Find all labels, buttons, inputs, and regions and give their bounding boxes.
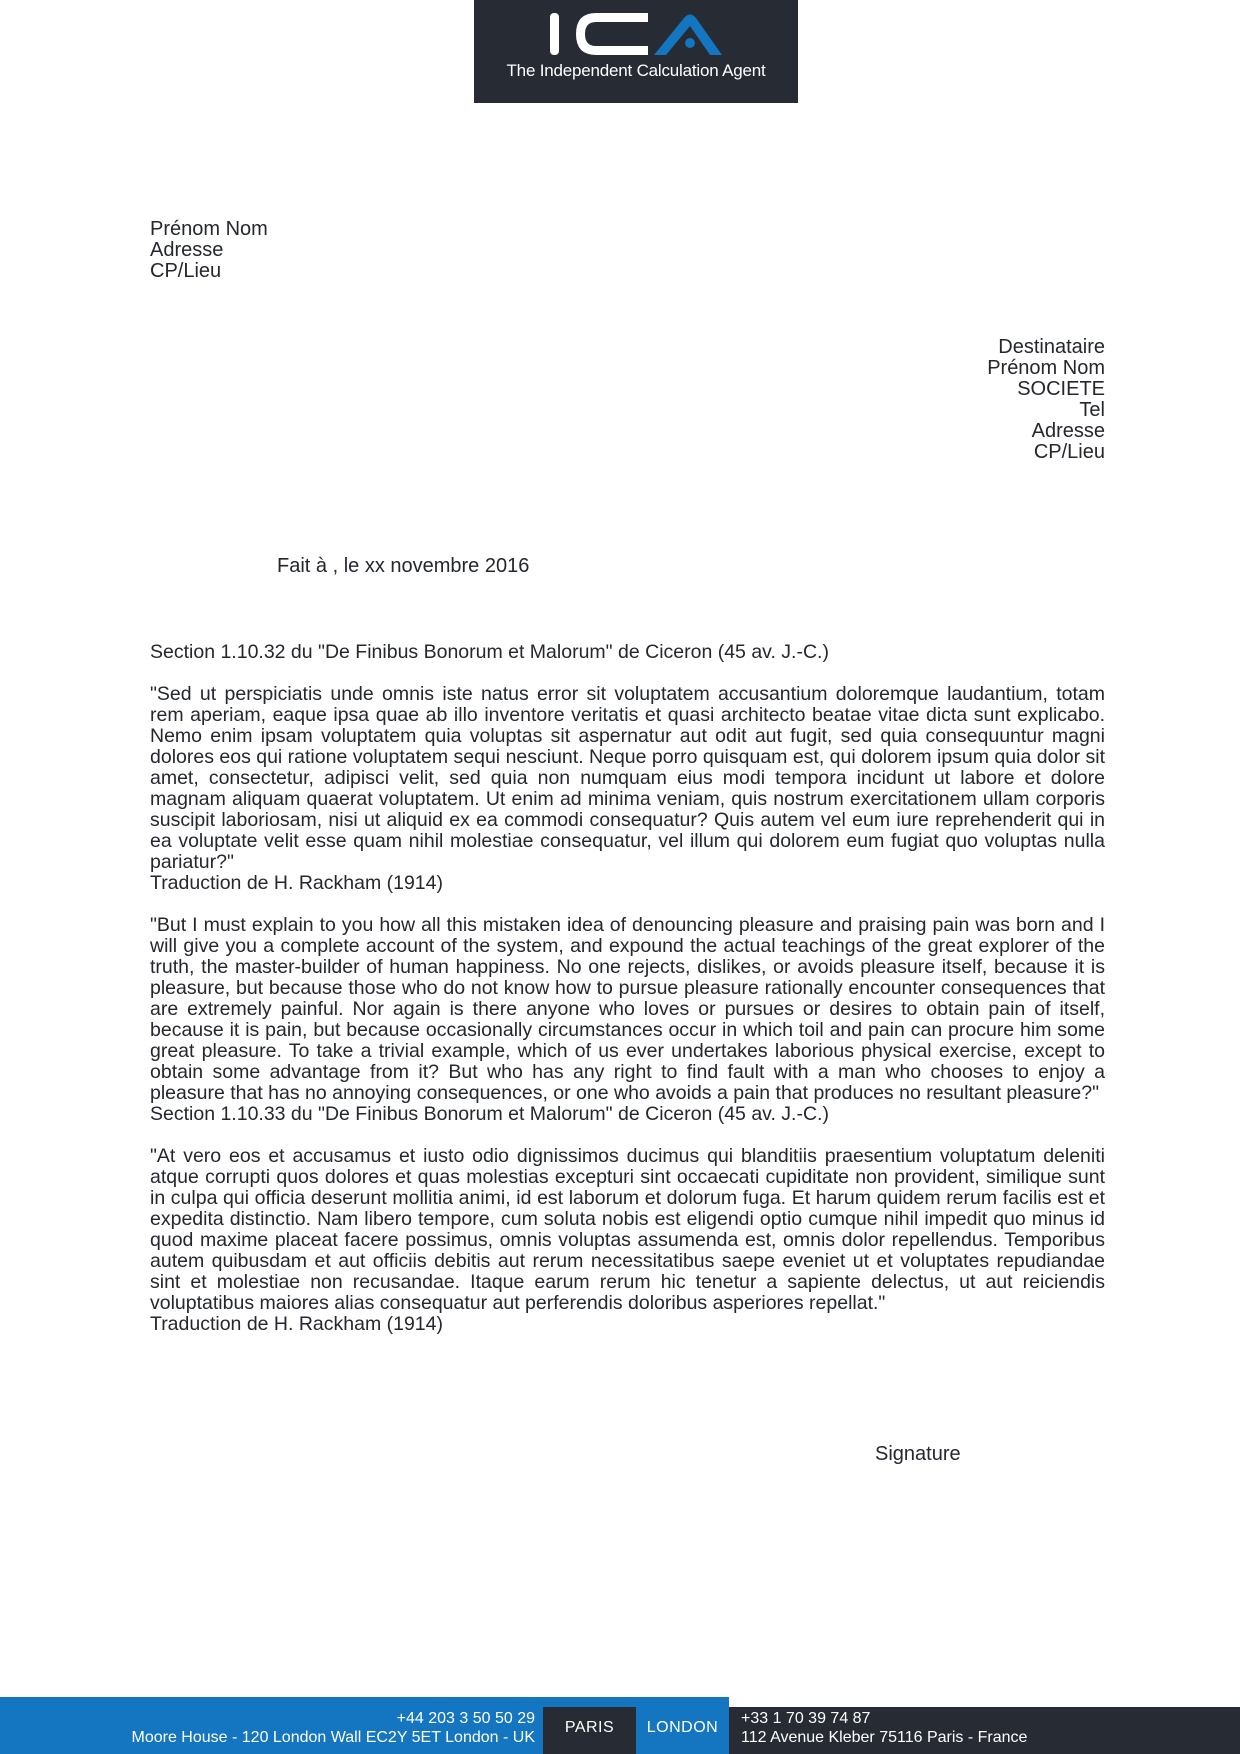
sender-block <box>150 219 268 282</box>
london-address: Moore House - 120 London Wall EC2Y 5ET London - UK <box>131 1729 535 1746</box>
company-tagline: The Independent Calculation Agent <box>506 61 766 80</box>
london-contact <box>132 1709 536 1747</box>
paragraph-2: "But I must explain to you how all this mistaken idea of denouncing pleasure and praising pain was born and I will give you a complete account of the system, and expound the actual teachings of the great explorer of the truth, the master-builder of human happiness. No one rejects, dislikes, or avoids pleasure itself, because it is pleasure, but because those who do not know how to pursue pleasure rationally encounter consequences that are extremely painful. Nor again is there anyone who loves or pursues or desires to obtain pain of itself, because it is pain, but because occasionally circumstances occur in which toil and pain can procure him some great pleasure. To take a trivial example, which of us ever undertakes laborious physical exercise, except to obtain some advantage from it? But who has any right to find fault with a man who chooses to enjoy a pleasure that has no annoying consequences, or one who avoids a pain that produces no resultant pleasure?" <box>150 914 1105 1104</box>
recipient-address: Adresse <box>1031 420 1105 442</box>
paris-contact <box>741 1709 1027 1747</box>
recipient-tel: Tel <box>1079 399 1105 421</box>
sender-name: Prénom Nom <box>150 218 268 240</box>
company-logo <box>474 0 798 103</box>
paris-address: 112 Avenue Kleber 75116 Paris - France <box>741 1729 1028 1746</box>
translation-credit-1: Traduction de H. Rackham (1914) <box>150 872 443 894</box>
translation-credit-2: Traduction de H. Rackham (1914) <box>150 1313 443 1335</box>
recipient-block <box>987 337 1105 463</box>
signature: Signature <box>875 1443 961 1465</box>
section-heading-2: Section 1.10.33 du "De Finibus Bonorum et Malorum" de Ciceron (45 av. J.-C.) <box>150 1103 829 1125</box>
sender-city: CP/Lieu <box>150 260 222 282</box>
letter-body <box>150 642 1105 1335</box>
sender-address: Adresse <box>150 239 224 261</box>
recipient-city: CP/Lieu <box>1033 441 1105 463</box>
ica-logo-mark <box>550 10 722 58</box>
recipient-name: Prénom Nom <box>987 357 1105 379</box>
recipient-company: SOCIETE <box>1017 378 1105 400</box>
paragraph-1: "Sed ut perspiciatis unde omnis iste natus error sit voluptatem accusantium doloremque laudantium, totam rem aperiam, eaque ipsa quae ab illo inventore veritatis et quasi architecto beatae vitae dicta sunt explicabo. Nemo enim ipsam voluptatem quia voluptas sit aspernatur aut odit aut fugit, sed quia consequuntur magni dolores eos qui ratione voluptatem sequi nesciunt. Neque porro quisquam est, qui dolorem ipsum quia dolor sit amet, consectetur, adipisci velit, sed quia non numquam eius modi tempora incidunt ut labore et dolore magnam aliquam quaerat voluptatem. Ut enim ad minima veniam, quis nostrum exercitationem ullam corporis suscipit laboriosam, nisi ut aliquid ex ea commodi consequatur? Quis autem vel eum iure reprehenderit qui in ea voluptate velit esse quam nihil molestiae consequatur, vel illum qui dolorem eum fugiat quo voluptas nulla pariatur?" <box>150 683 1105 873</box>
place-date: Fait à , le xx novembre 2016 <box>277 555 530 577</box>
recipient-label: Destinataire <box>998 336 1105 358</box>
city-label-london: LONDON <box>636 1707 729 1754</box>
paris-phone: +33 1 70 39 74 87 <box>741 1710 871 1727</box>
city-label-paris: PARIS <box>543 1707 636 1754</box>
section-heading-1: Section 1.10.32 du "De Finibus Bonorum et Malorum" de Ciceron (45 av. J.-C.) <box>150 641 829 663</box>
london-phone: +44 203 3 50 50 29 <box>396 1710 535 1727</box>
paragraph-3: "At vero eos et accusamus et iusto odio dignissimos ducimus qui blanditiis praesentium voluptatum deleniti atque corrupti quos dolores et quas molestias excepturi sint occaecati cupiditate non provident, similique sunt in culpa qui officia deserunt mollitia animi, id est laborum et dolorum fuga. Et harum quidem rerum facilis est et expedita distinctio. Nam libero tempore, cum soluta nobis est eligendi optio cumque nihil impedit quo minus id quod maxime placeat facere possimus, omnis voluptas assumenda est, omnis dolor repellendus. Temporibus autem quibusdam et aut officiis debitis aut rerum necessitatibus saepe eveniet ut et voluptates repudiandae sint et molestiae non recusandae. Itaque earum rerum hic tenetur a sapiente delectus, ut aut reiciendis voluptatibus maiores alias consequatur aut perferendis doloribus asperiores repellat." <box>150 1145 1105 1314</box>
